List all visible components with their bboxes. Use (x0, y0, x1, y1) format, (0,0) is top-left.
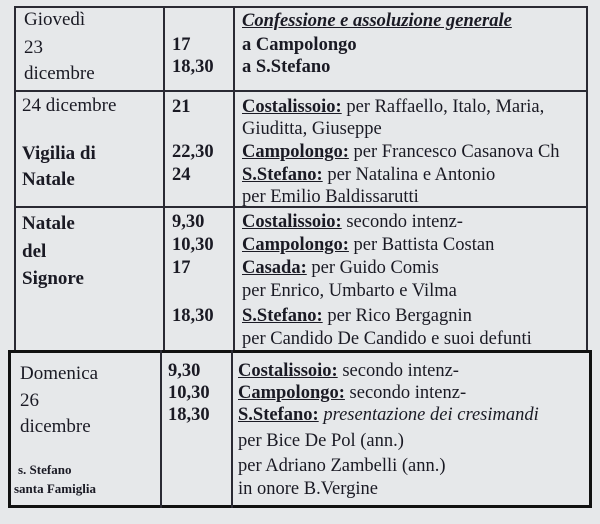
mass-time: 18,30 (172, 306, 214, 326)
mass-time: 24 (172, 165, 191, 185)
column-divider-2 (233, 6, 235, 350)
entry: per Adriano Zambelli (ann.) (238, 456, 446, 476)
mass-time: 9,30 (168, 361, 201, 381)
entry: a Campolongo (242, 35, 357, 55)
feast-note: s. Stefano (18, 462, 72, 477)
entry: Costalissoio: secondo intenz- (238, 361, 459, 381)
table-border-left (14, 6, 16, 350)
day-label: Signore (22, 268, 84, 289)
mass-time: 9,30 (172, 212, 205, 232)
day-label: Domenica (20, 363, 99, 384)
mass-time: 22,30 (172, 142, 214, 162)
column-divider-3 (160, 350, 162, 508)
mass-time: 18,30 (172, 57, 214, 77)
day-label: Vigilia di (22, 143, 96, 164)
day-label: Natale (22, 213, 75, 234)
entry: Campolongo: per Battista Costan (242, 235, 495, 255)
day-label: 23 (24, 37, 43, 58)
day-label: del (22, 241, 47, 262)
entry: per Enrico, Umbarto e Vilma (242, 281, 457, 301)
entry: a S.Stefano (242, 57, 331, 77)
mass-time: 10,30 (168, 383, 210, 403)
feast-note: santa Famiglia (14, 481, 96, 496)
table-border-right (586, 6, 588, 350)
day-label: 24 dicembre (22, 95, 117, 116)
entry: Campolongo: secondo intenz- (238, 383, 467, 403)
mass-time: 21 (172, 97, 191, 117)
column-divider-1 (163, 6, 165, 350)
mass-time: 17 (172, 258, 191, 278)
mass-time: 10,30 (172, 235, 214, 255)
entry: per Candido De Candido e suoi defunti (242, 329, 532, 349)
mass-time: 18,30 (168, 405, 210, 425)
entry: S.Stefano: presentazione dei cresimandi (238, 405, 539, 425)
entry: S.Stefano: per Natalina e Antonio (242, 165, 496, 185)
entry: Giuditta, Giuseppe (242, 119, 382, 139)
entry: Campolongo: per Francesco Casanova Ch (242, 142, 560, 162)
entry: per Bice De Pol (ann.) (238, 431, 404, 451)
column-divider-4 (231, 350, 233, 508)
entry: Casada: per Guido Comis (242, 258, 439, 278)
row-divider-1 (14, 90, 588, 92)
section-heading: Confessione e assoluzione generale (242, 11, 512, 31)
entry: in onore B.Vergine (238, 479, 378, 499)
entry: Costalissoio: secondo intenz- (242, 212, 463, 232)
table-border-top (14, 6, 588, 8)
day-label: dicembre (20, 416, 91, 437)
day-label: Natale (22, 169, 75, 190)
day-label: 26 (20, 390, 39, 411)
entry: Costalissoio: per Raffaello, Italo, Maria, (242, 97, 545, 117)
entry: S.Stefano: per Rico Bergagnin (242, 306, 472, 326)
mass-time: 17 (172, 35, 191, 55)
entry: per Emilio Baldissarutti (242, 187, 419, 207)
day-label: Giovedì (24, 9, 86, 30)
day-label: dicembre (24, 63, 95, 84)
